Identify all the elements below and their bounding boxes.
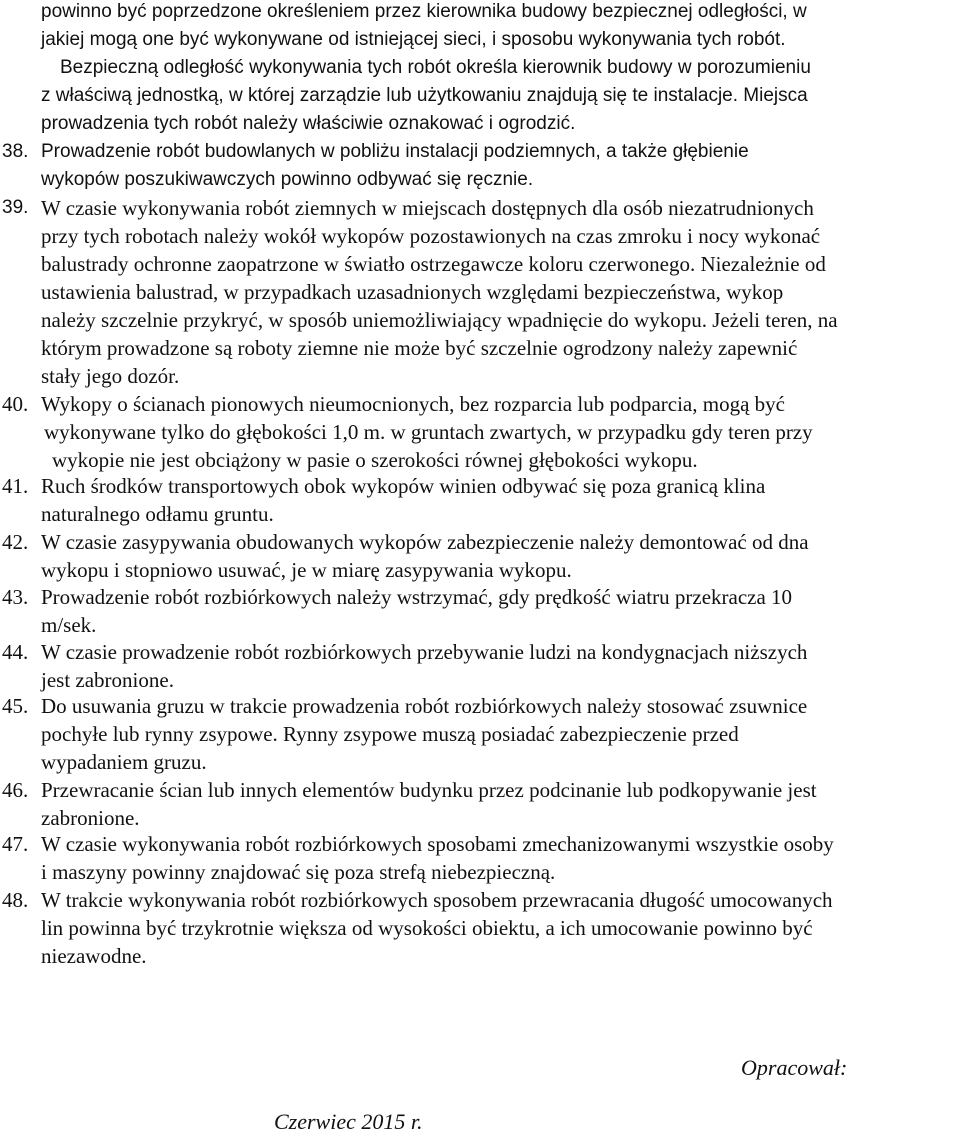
item-number: 40. xyxy=(2,392,29,416)
item-line: i maszyny powinny znajdować się poza strefą niebezpieczną. xyxy=(41,860,556,884)
item-line: wykopie nie jest obciążony w pasie o szerokości równej głębokości wykopu. xyxy=(52,448,698,472)
item-line: ustawienia balustrad, w przypadkach uzasadnionych względami bezpieczeństwa, wykop xyxy=(41,280,784,304)
item-line: Do usuwania gruzu w trakcie prowadzenia robót rozbiórkowych należy stosować zsuwnice xyxy=(41,694,808,718)
prepared-by-label: Opracował: xyxy=(741,1055,848,1080)
item-line: przy tych robotach należy wokół wykopów pozostawionych na czas zmroku i nocy wykonać xyxy=(41,224,821,248)
item-line: pochyłe lub rynny zsypowe. Rynny zsypowe muszą posiadać zabezpieczenie przed xyxy=(41,722,739,746)
item-line: niezawodne. xyxy=(41,944,147,968)
item-number: 41. xyxy=(2,474,29,498)
item-number: 44. xyxy=(2,640,29,664)
intro-line: z właściwą jednostką, w której zarządzie lub użytkowaniu znajdują się te instalacje. Miejsca xyxy=(41,85,808,106)
item-line: stały jego dozór. xyxy=(41,364,180,388)
item-line: zabronione. xyxy=(41,806,140,830)
item-line: wypadaniem gruzu. xyxy=(41,750,207,774)
intro-line: powinno być poprzedzone określeniem przez kierownika budowy bezpiecznej odległości, w xyxy=(41,1,807,22)
item-number: 39. xyxy=(2,197,29,218)
item-line: Ruch środków transportowych obok wykopów winien odbywać się poza granicą klina xyxy=(41,474,766,498)
item-line: Przewracanie ścian lub innych elementów budynku przez podcinanie lub podkopywanie jest xyxy=(41,778,817,802)
item-line: W czasie prowadzenie robót rozbiórkowych przebywanie ludzi na kondygnacjach niższych xyxy=(41,640,808,664)
item-number: 38. xyxy=(2,141,29,162)
item-line: m/sek. xyxy=(41,613,97,637)
item-line: wykopów poszukiwawczych powinno odbywać się ręcznie. xyxy=(41,169,534,190)
item-line: W czasie wykonywania robót ziemnych w miejscach dostępnych dla osób niezatrudnionych xyxy=(41,196,814,220)
item-line: którym prowadzone są roboty ziemne nie może być szczelnie ogrodzony należy zapewnić xyxy=(41,336,798,360)
intro-line: prowadzenia tych robót należy właściwie oznakować i ogrodzić. xyxy=(41,113,576,134)
item-line: W czasie zasypywania obudowanych wykopów zabezpieczenie należy demontować od dna xyxy=(41,530,809,554)
item-line: balustrady ochronne zaopatrzone w światło ostrzegawcze koloru czerwonego. Niezależnie od xyxy=(41,252,826,276)
item-number: 42. xyxy=(2,530,29,554)
item-line: Prowadzenie robót budowlanych w pobliżu instalacji podziemnych, a także głębienie xyxy=(41,141,749,162)
item-number: 45. xyxy=(2,694,29,718)
item-line: jest zabronione. xyxy=(41,668,174,692)
item-line: lin powinna być trzykrotnie większa od wysokości obiektu, a ich umocowanie powinno być xyxy=(41,916,813,940)
intro-line: Bezpieczną odległość wykonywania tych robót określa kierownik budowy w porozumieniu xyxy=(60,57,811,78)
item-line: Wykopy o ścianach pionowych nieumocnionych, bez rozparcia lub podparcia, mogą być xyxy=(41,392,785,416)
item-number: 47. xyxy=(2,832,29,856)
item-number: 46. xyxy=(2,778,29,802)
intro-line: jakiej mogą one być wykonywane od istniejącej sieci, i sposobu wykonywania tych robót. xyxy=(41,29,786,50)
item-line: naturalnego odłamu gruntu. xyxy=(41,502,274,526)
item-line: wykonywane tylko do głębokości 1,0 m. w gruntach zwartych, w przypadku gdy teren przy xyxy=(44,420,813,444)
item-line: W czasie wykonywania robót rozbiórkowych sposobami zmechanizowanymi wszystkie osoby xyxy=(41,832,834,856)
item-line: wykopu i stopniowo usuwać, je w miarę zasypywania wykopu. xyxy=(41,558,572,582)
item-line: należy szczelnie przykryć, w sposób uniemożliwiający wpadnięcie do wykopu. Jeżeli teren, na xyxy=(41,308,838,332)
item-number: 48. xyxy=(2,888,29,912)
item-line: W trakcie wykonywania robót rozbiórkowych sposobem przewracania długość umocowanych xyxy=(41,888,833,912)
item-line: Prowadzenie robót rozbiórkowych należy wstrzymać, gdy prędkość wiatru przekracza 10 xyxy=(41,585,793,609)
document-date: Czerwiec 2015 r. xyxy=(274,1109,423,1134)
item-number: 43. xyxy=(2,585,29,609)
